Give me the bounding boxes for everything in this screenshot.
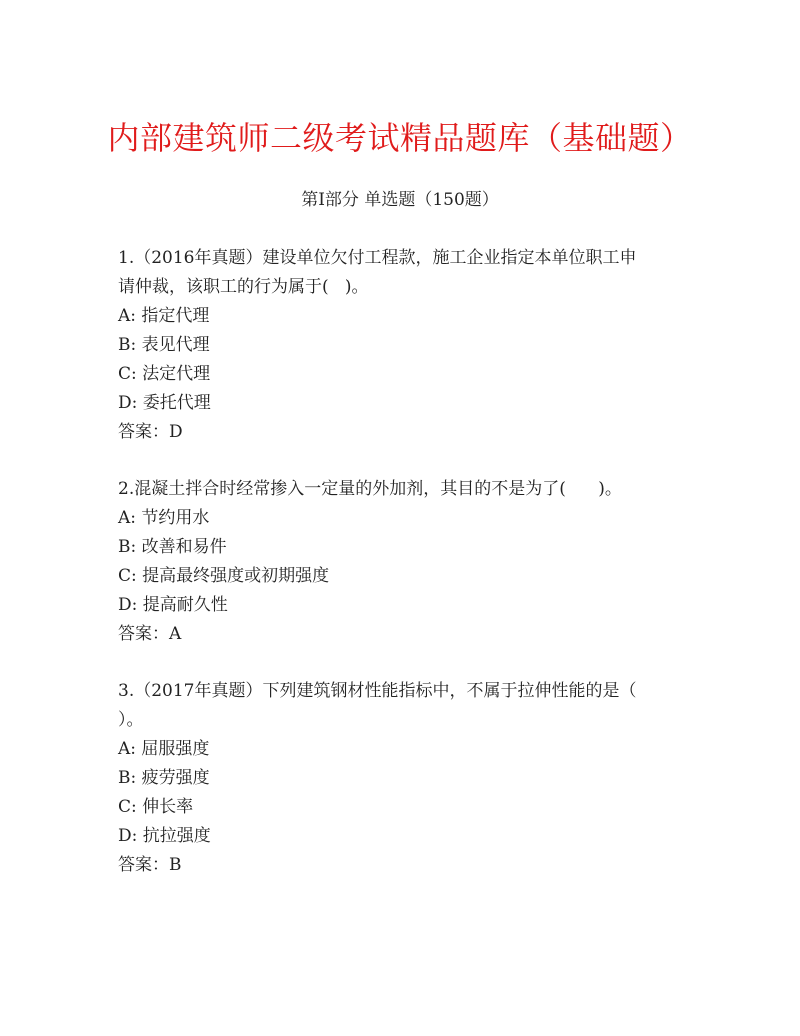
option-d: D: 抗拉强度 [118, 826, 211, 846]
question-2 [118, 475, 688, 649]
question-3 [118, 677, 688, 880]
option-c: C: 伸长率 [118, 797, 194, 817]
option-b: B: 改善和易件 [118, 537, 227, 557]
question-stem-line: 请仲裁，该职工的行为属于( )。 [118, 277, 369, 297]
question-1 [118, 244, 688, 447]
document-title: 内部建筑师二级考试精品题库（基础题） [107, 119, 693, 157]
option-a: A: 节约用水 [118, 508, 210, 528]
option-a: A: 指定代理 [118, 306, 210, 326]
question-stem-line: 3.（2017年真题）下列建筑钢材性能指标中，不属于拉伸性能的是（ [118, 681, 637, 701]
question-stem-line: ）。 [118, 710, 144, 730]
option-d: D: 提高耐久性 [118, 595, 228, 615]
answer: 答案：D [118, 422, 183, 442]
question-stem-line: 1.（2016年真题）建设单位欠付工程款，施工企业指定本单位职工申 [118, 248, 637, 268]
option-a: A: 屈服强度 [118, 739, 210, 759]
section-title: 第Ⅰ部分 单选题（150题） [301, 190, 499, 210]
option-b: B: 表见代理 [118, 335, 210, 355]
option-b: B: 疲劳强度 [118, 768, 210, 788]
answer: 答案：A [118, 624, 182, 644]
option-c: C: 提高最终强度或初期强度 [118, 566, 330, 586]
option-c: C: 法定代理 [118, 364, 211, 384]
option-d: D: 委托代理 [118, 393, 211, 413]
question-stem-line: 2.混凝土拌合时经常掺入一定量的外加剂，其目的不是为了( )。 [118, 479, 622, 499]
question-list [118, 244, 688, 908]
answer: 答案：B [118, 855, 182, 875]
